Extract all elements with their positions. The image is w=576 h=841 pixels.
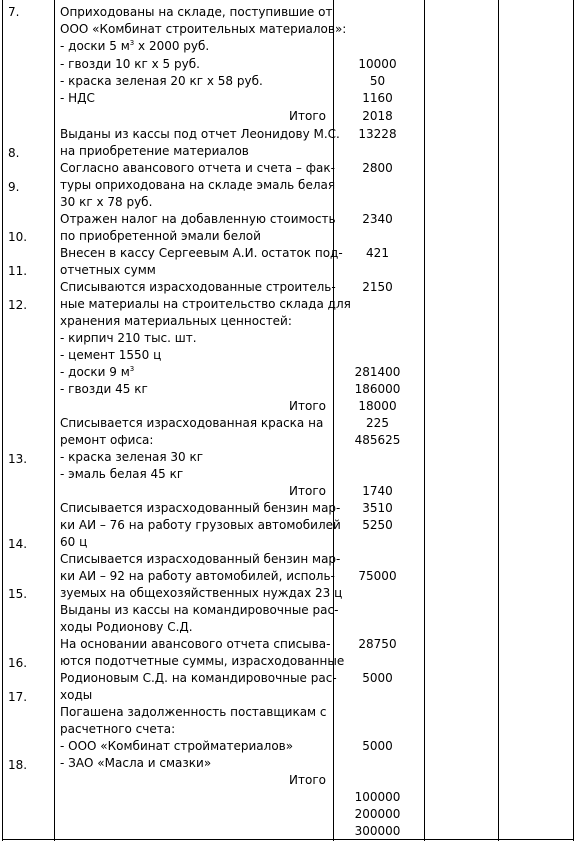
entry-text: 30 кг х 78 руб. (60, 195, 153, 209)
amount: 10000 (358, 57, 397, 71)
amount: 75000 (358, 569, 397, 583)
amount: 100000 (354, 790, 401, 804)
amount: 5250 (362, 518, 393, 532)
row-number: 9. (8, 180, 20, 194)
entry-text: ООО «Комбинат строительных материалов»: (60, 22, 347, 36)
row-number: 16. (8, 656, 28, 670)
entry-text: 60 ц (60, 535, 88, 549)
itogo-label: Итого (289, 484, 326, 498)
row-number: 15. (8, 587, 28, 601)
entry-text: ходы (60, 688, 93, 702)
amount: 281400 (354, 365, 401, 379)
entry-text: ки АИ – 76 на работу грузовых автомобилей (60, 518, 341, 532)
amount: 200000 (354, 807, 401, 821)
entry-text: ные материалы на строительство склада для (60, 297, 351, 311)
entry-text: - кирпич 210 тыс. шт. (60, 331, 197, 345)
entry-text: ки АИ – 92 на работу автомобилей, исполь- (60, 569, 335, 583)
entry-text: - ЗАО «Масла и смазки» (60, 756, 212, 770)
entry-text: на приобретение материалов (60, 144, 249, 158)
column-rule (573, 0, 574, 841)
row-number: 17. (8, 690, 28, 704)
entry-text: Выданы из кассы на командировочные рас- (60, 603, 339, 617)
amount: 421 (366, 246, 389, 260)
entry-text: - ООО «Комбинат стройматериалов» (60, 739, 294, 753)
amount: 3510 (362, 501, 393, 515)
amount: 50 (369, 74, 386, 88)
amount: 18000 (358, 399, 397, 413)
entry-text: - краска зеленая 30 кг (60, 450, 204, 464)
column-rule (2, 0, 3, 841)
itogo-label: Итого (289, 399, 326, 413)
itogo-label: Итого (289, 773, 326, 787)
entry-text: - цемент 1550 ц (60, 348, 162, 362)
entry-text: Внесен в кассу Сергеевым А.И. остаток под- (60, 246, 343, 260)
entry-text: Оприходованы на складе, поступившие от (60, 5, 333, 19)
entry-text: Родионовым С.Д. на командировочные рас- (60, 671, 337, 685)
amount: 2800 (362, 161, 393, 175)
amount: 186000 (354, 382, 401, 396)
row-number: 12. (8, 298, 28, 312)
entry-text: - гвозди 10 кг х 5 руб. (60, 57, 200, 71)
amount: 225 (366, 416, 389, 430)
amount: 5000 (362, 671, 393, 685)
amount: 28750 (358, 637, 397, 651)
row-number: 10. (8, 230, 28, 244)
entry-text: Списывается израсходованный бензин мар- (60, 501, 341, 515)
column-rule (498, 0, 499, 841)
row-number: 13. (8, 452, 28, 466)
row-number: 8. (8, 146, 20, 160)
row-number: 18. (8, 758, 28, 772)
entry-text: ремонт офиса: (60, 433, 154, 447)
entry-text: Согласно авансового отчета и счета – фак- (60, 161, 335, 175)
amount: 300000 (354, 824, 401, 838)
amount: 5000 (362, 739, 393, 753)
amount: 13228 (358, 127, 397, 141)
entry-text: Отражен налог на добавленную стоимость (60, 212, 336, 226)
row-number: 14. (8, 537, 28, 551)
entry-text: Списываются израсходованные строитель- (60, 280, 336, 294)
entry-text: зуемых на общехозяйственных нуждах 23 ц (60, 586, 343, 600)
bottom-rule (2, 839, 574, 840)
entry-text: - НДС (60, 91, 95, 105)
entry-text: Выданы из кассы под отчет Леонидову М.С. (60, 127, 340, 141)
entry-text: - гвозди 45 кг (60, 382, 148, 396)
entry-text: расчетного счета: (60, 722, 176, 736)
amount: 2150 (362, 280, 393, 294)
entry-text: по приобретенной эмали белой (60, 229, 261, 243)
entry-text: На основании авансового отчета списыва- (60, 637, 331, 651)
entry-text: Погашена задолженность поставщикам с (60, 705, 327, 719)
entry-text: - эмаль белая 45 кг (60, 467, 184, 481)
amount: 485625 (354, 433, 401, 447)
entry-text: туры оприходована на складе эмаль белая (60, 178, 336, 192)
entry-text: ются подотчетные суммы, израсходованные (60, 654, 345, 668)
entry-text: - краска зеленая 20 кг х 58 руб. (60, 74, 263, 88)
entry-text: хранения материальных ценностей: (60, 314, 292, 328)
row-number: 7. (8, 5, 20, 19)
amount: 2340 (362, 212, 393, 226)
entry-text: ходы Родионову С.Д. (60, 620, 193, 634)
entry-text: Списывается израсходованный бензин мар- (60, 552, 341, 566)
row-number: 11. (8, 264, 28, 278)
itogo-label: Итого (289, 109, 326, 123)
amount: 2018 (362, 109, 393, 123)
entry-text: Списывается израсходованная краска на (60, 416, 324, 430)
entry-text: - доски 9 $м^3$ (60, 365, 135, 379)
entry-text: - доски 5 $м^3$ х 2000 руб. (60, 39, 210, 53)
amount: 1740 (362, 484, 393, 498)
column-rule (54, 0, 55, 841)
amount: 1160 (362, 91, 393, 105)
entry-text: отчетных сумм (60, 263, 156, 277)
